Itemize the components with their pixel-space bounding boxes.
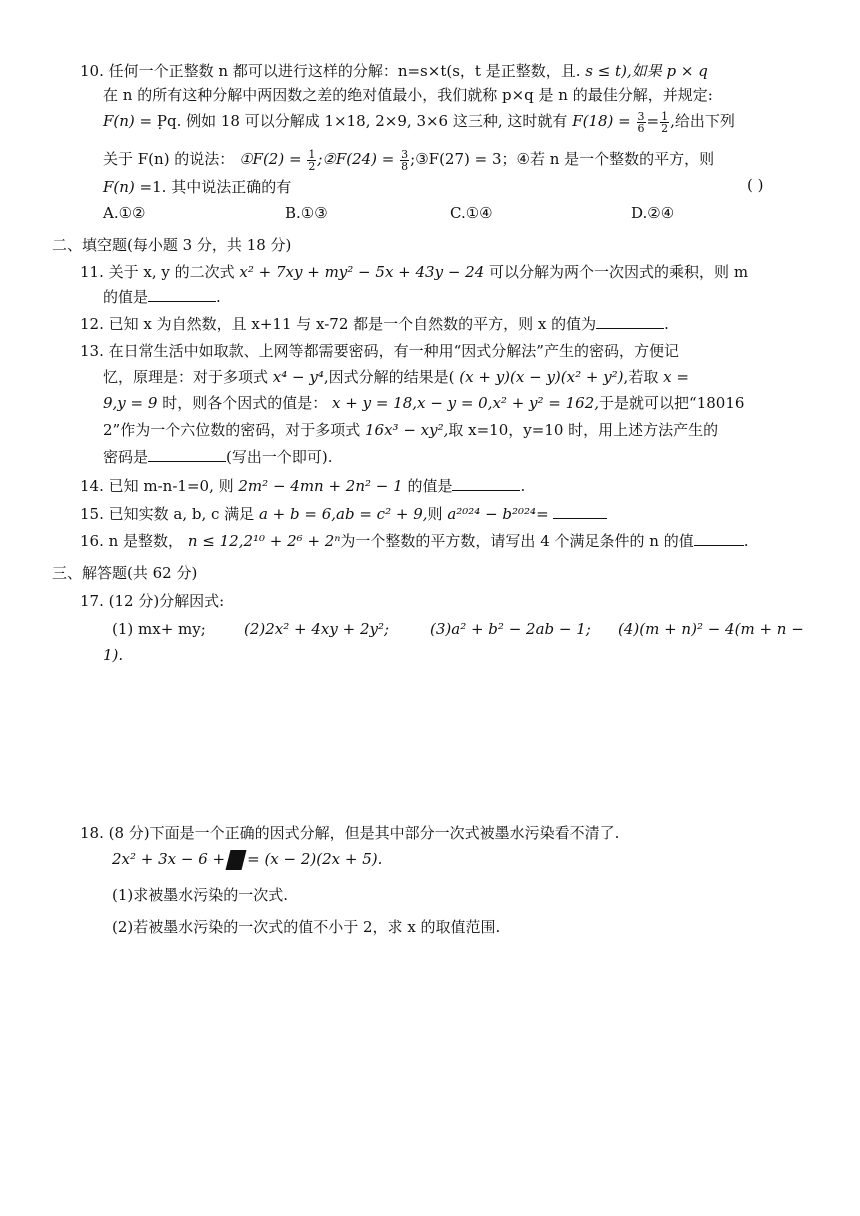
q15-equals: = — [536, 505, 549, 523]
q13-answer-blank[interactable] — [148, 447, 226, 462]
q18-lhs: 2x² + 3x − 6 + — [112, 850, 226, 868]
q11-line2 — [103, 286, 221, 308]
q13-line4 — [103, 419, 718, 441]
q15-text: 15. 已知实数 a, b, c 满足 — [80, 505, 255, 523]
q17-part-2: (2)2x² + 4xy + 2y²; — [244, 620, 390, 638]
q10-F24: ;②F(24) = — [317, 150, 395, 168]
q16-line — [80, 530, 748, 552]
option-b: B.①③ — [285, 204, 328, 222]
q13-text-i: 时，则各个因式的值是： — [162, 394, 328, 412]
q14-period: . — [520, 477, 526, 495]
q13-line3 — [103, 392, 744, 414]
q13-text-k: 于是就可以把“18016 — [599, 394, 745, 412]
q16-answer-blank[interactable] — [694, 531, 744, 546]
q13-line5 — [103, 446, 333, 468]
q13-values: 9,y = 9 — [103, 394, 158, 412]
q14-text: 14. 已知 m-n-1=0, 则 — [80, 477, 234, 495]
q10-F18: F(18) = — [572, 112, 631, 130]
q15-conditions: a + b = 6,ab = c² + 9, — [258, 505, 428, 523]
q14-text-c: 的值是 — [407, 477, 453, 495]
q11-period: . — [216, 288, 221, 306]
q18-equation — [112, 848, 382, 870]
q14-answer-blank[interactable] — [452, 476, 520, 491]
q10-line2: 在 n 的所有这种分解中两因数之差的绝对值最小，我们就称 p×q 是 n 的最佳分解，并规定: — [103, 86, 713, 104]
answer-paren: ( ) — [747, 176, 764, 194]
q11-text: 11. 关于 x, y 的二次式 — [80, 263, 235, 281]
q15-expression: a²⁰²⁴ − b²⁰²⁴ — [447, 505, 537, 523]
q11-expression: x² + 7xy + my² − 5x + 43y − 24 — [239, 263, 485, 281]
q13-factored: (x + y)(x − y)(x² + y²) — [459, 368, 624, 386]
option-a: A.①② — [103, 204, 146, 222]
q17-part-4-cont: 1). — [103, 646, 124, 664]
q11-line1 — [80, 261, 748, 283]
q14-line — [80, 475, 525, 497]
q14-expression: 2m² − 4mn + 2n² − 1 — [238, 477, 403, 495]
q10-Fn: F(n) = — [103, 112, 157, 130]
q17-part-1: (1) mx+ my; — [112, 620, 206, 638]
q13-text-f: ,若取 — [623, 368, 659, 386]
q11-answer-blank[interactable] — [148, 287, 216, 302]
fraction-1-2-b: $\frac{1}{2}$ — [308, 147, 316, 173]
fraction-3-8: $\frac{3}{8}$ — [401, 147, 409, 173]
q10-statement-3-4: ;③F(27) = 3；④若 n 是一个整数的平方，则 — [410, 150, 715, 168]
q13-factor-values: x + y = 18,x − y = 0,x² + y² = 162, — [332, 394, 600, 412]
q10-text: 10. 任何一个正整数 n 都可以进行这样的分解：n=s×t(s，t 是正整数，且. — [80, 62, 581, 80]
q12-period: . — [664, 315, 669, 333]
q17-title: 17. (12 分)分解因式: — [80, 592, 225, 610]
q13-text-p: (写出一个即可). — [226, 448, 333, 466]
q10-statements-label: 关于 F(n) 的说法： — [103, 150, 235, 168]
q18-rhs: = (x − 2)(2x + 5). — [247, 850, 383, 868]
q10-line1 — [80, 60, 708, 82]
option-d: D.②④ — [631, 204, 675, 222]
q18-title: 18. (8 分)下面是一个正确的因式分解，但是其中部分一次式被墨水污染看不清了. — [80, 824, 620, 842]
q10-math-pq: p × q — [666, 62, 708, 80]
q13-poly: x⁴ − y⁴ — [272, 368, 324, 386]
q15-text-c: 则 — [427, 505, 443, 523]
q16-period: . — [743, 532, 749, 550]
q10-question: =1. 其中说法正确的有 — [134, 178, 292, 196]
q13-x-eq: x = — [663, 368, 689, 386]
q13-answer-label: 密码是 — [103, 448, 149, 466]
q13-line2 — [103, 366, 689, 388]
q13-text-l: 2”作为一个六位数的密码，对于多项式 — [103, 421, 361, 439]
q16-text-c: 为一个整数的平方数，请写出 4 个满足条件的 n 的值 — [340, 532, 694, 550]
q17-part-3: (3)a² + b² − 2ab − 1; — [430, 620, 591, 638]
q18-part-2: (2)若被墨水污染的一次式的值不小于 2，求 x 的取值范围. — [112, 918, 501, 936]
q10-math-s-le-t: s ≤ t),如果 — [585, 62, 662, 80]
q13-text-n: 取 x=10，y=10 时，用上述方法产生的 — [448, 421, 719, 439]
fraction-1-2: $\frac{1}{2}$ — [661, 109, 669, 135]
q16-expression: n ≤ 12,2¹⁰ + 2⁶ + 2ⁿ — [187, 532, 341, 550]
section-3-heading: 三、解答题(共 62 分) — [52, 564, 198, 582]
q10-line3: F(n) = P̣q. 例如 18 可以分解成 1×18, 2×9, 3×6 这三种, 这时就有 F(18) = $\frac{3}{6}$ = $\frac{1}{2}$ ,给出下列 — [103, 109, 735, 135]
q15-answer-blank[interactable] — [553, 504, 607, 519]
section-2-heading: 二、填空题(每小题 3 分，共 18 分) — [52, 236, 292, 254]
q10-example-text: P̣q. 例如 18 可以分解成 1×18, 2×9, 3×6 这三种, 这时就有 — [156, 112, 568, 130]
option-c: C.①④ — [450, 204, 493, 222]
ink-blot-icon — [226, 850, 247, 870]
q11-text-2: 可以分解为两个一次因式的乘积，则 m — [489, 263, 749, 281]
q13-text-d: ,因式分解的结果是( — [323, 368, 455, 386]
q12-line — [80, 313, 669, 335]
q13-line1: 13. 在日常生活中如取款、上网等都需要密码，有一种用“因式分解法”产生的密码，方便记 — [80, 342, 679, 360]
q10-line5 — [103, 176, 291, 198]
q10-given-text: 给出下列 — [674, 112, 735, 130]
q10-Fn-2: F(n) — [103, 178, 135, 196]
q10-line4 — [103, 148, 714, 172]
q17-part-4: (4)(m + n)² − 4(m + n − — [618, 620, 804, 638]
q11-answer-label: 的值是 — [103, 288, 149, 306]
q15-line — [80, 503, 607, 525]
q16-text: 16. n 是整数， — [80, 532, 184, 550]
q18-part-1: (1)求被墨水污染的一次式. — [112, 886, 289, 904]
q12-answer-blank[interactable] — [596, 314, 664, 329]
q10-F2: ①F(2) = — [239, 150, 302, 168]
fraction-3-6: $\frac{3}{6}$ — [637, 109, 645, 135]
q13-poly-2: 16x³ − xy², — [365, 421, 449, 439]
q12-text: 12. 已知 x 为自然数，且 x+11 与 x-72 都是一个自然数的平方，则 x 的值为 — [80, 315, 597, 333]
q13-text-b: 忆，原理是：对于多项式 — [103, 368, 269, 386]
